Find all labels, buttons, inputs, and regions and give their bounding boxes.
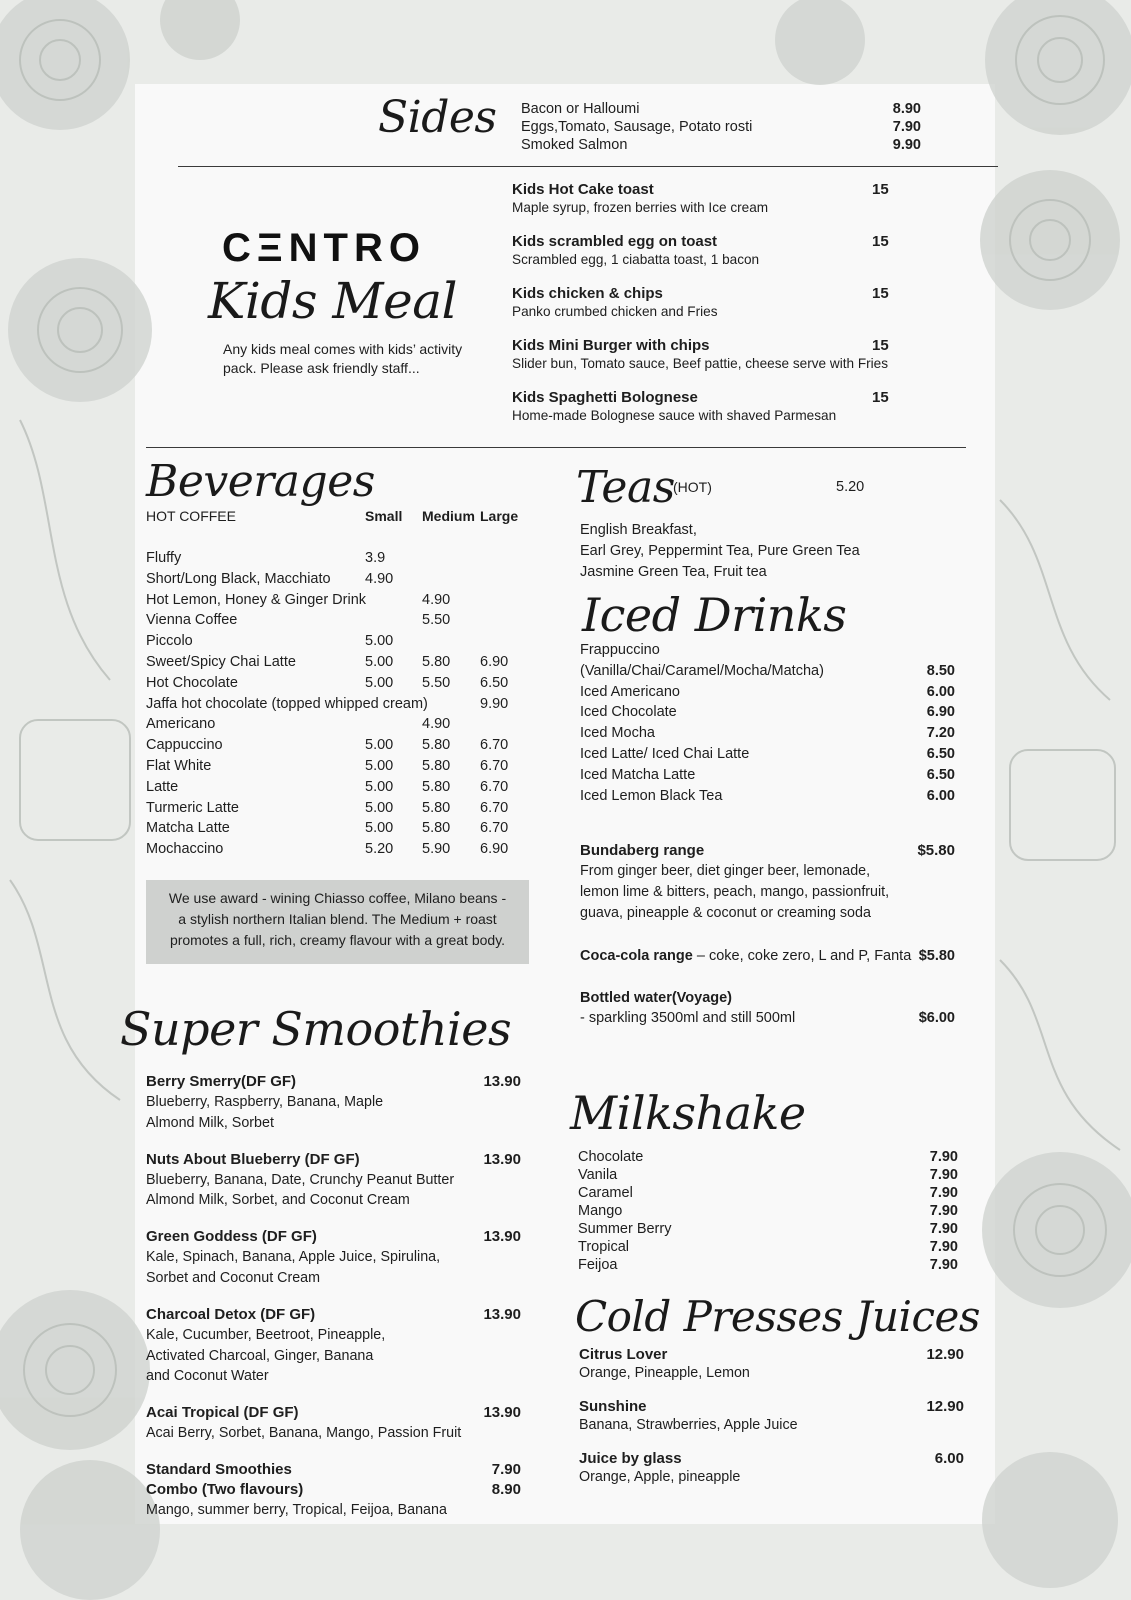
item-desc: [580, 861, 955, 923]
iced-row: [580, 744, 955, 765]
price-large: 6.70: [480, 737, 509, 754]
juice-item: [579, 1398, 964, 1434]
beverage-row: [146, 590, 526, 611]
iced-row: [580, 661, 955, 682]
kids-item: [512, 336, 902, 373]
item-desc: Sorbet and Coconut Cream: [146, 1269, 321, 1286]
price-large: 6.70: [480, 820, 509, 837]
item-desc: Slider bun, Tomato sauce, Beef pattie, cheese serve with Fries: [512, 356, 889, 371]
item-name: Iced Lemon Black Tea: [580, 787, 723, 804]
item-name: Feijoa: [578, 1257, 618, 1273]
kids-item-header: [512, 284, 902, 303]
juice-header: [579, 1450, 964, 1468]
item-desc: Kale, Spinach, Banana, Apple Juice, Spirulina,: [146, 1249, 441, 1266]
item-name: Vanila: [578, 1167, 618, 1183]
item-desc: Orange, Pineapple, Lemon: [579, 1365, 750, 1381]
juice-header: [579, 1346, 964, 1364]
milkshake-row: [578, 1148, 958, 1166]
item-name: Iced Latte/ Iced Chai Latte: [580, 745, 750, 762]
item-desc: Almond Milk, Sorbet, and Coconut Cream: [146, 1192, 410, 1209]
item-price: 6.00: [934, 1450, 964, 1467]
beverage-row: [146, 694, 526, 715]
item-price: 7.90: [929, 1203, 958, 1219]
item-name: Juice by glass: [579, 1450, 682, 1467]
smoothie-item: [146, 1150, 521, 1212]
item-name: Caramel: [578, 1185, 633, 1201]
smoothie-header: [146, 1305, 521, 1325]
item-name: Standard Smoothies: [146, 1460, 292, 1478]
price-small: 5.00: [365, 778, 394, 795]
price-medium: 5.50: [422, 612, 451, 629]
smoothie-header: [146, 1227, 521, 1247]
item-name: Kids chicken & chips: [512, 285, 663, 302]
juice-item: [579, 1346, 964, 1382]
item-price: 15: [872, 181, 889, 198]
sides-title: Sides: [378, 92, 497, 143]
teas-line: Jasmine Green Tea, Fruit tea: [580, 563, 767, 580]
item-price: 12.90: [926, 1346, 964, 1363]
item-name: Cappuccino: [146, 737, 223, 754]
item-name: Mango: [578, 1203, 623, 1219]
iced-drinks-title: Iced Drinks: [582, 588, 847, 642]
divider: [146, 447, 966, 448]
centro-logo: CΞNTRO: [222, 226, 426, 270]
item-desc: Home-made Bolognese sauce with shaved Parmesan: [512, 408, 837, 423]
beverage-row: [146, 818, 526, 839]
item-name: Sunshine: [579, 1398, 647, 1415]
item-desc: Banana, Strawberries, Apple Juice: [579, 1417, 798, 1433]
teas-desc: [580, 520, 920, 582]
beverage-row: [146, 756, 526, 777]
smoothie-header: [146, 1150, 521, 1170]
item-name: Bundaberg range: [580, 842, 705, 859]
desc-line: guava, pineapple & coconut or creaming soda: [580, 904, 871, 921]
hot-coffee-label: HOT COFFEE: [146, 508, 236, 524]
milkshake-row: [578, 1184, 958, 1202]
milkshake-row: [578, 1238, 958, 1256]
price-medium: 5.80: [422, 820, 451, 837]
item-desc: Orange, Apple, pineapple: [579, 1469, 741, 1485]
teas-hot-label: (HOT): [673, 479, 712, 495]
kids-item-header: [512, 388, 902, 407]
item-price: 7.90: [929, 1149, 958, 1165]
item-name: Iced Mocha: [580, 725, 655, 742]
note-line: promotes a full, rich, creamy flavour with a great body.: [169, 931, 506, 948]
item-name: Charcoal Detox (DF GF): [146, 1305, 316, 1323]
teas-line: English Breakfast,: [580, 522, 697, 538]
iced-item-name: Frappuccino: [580, 642, 660, 658]
note-line: We use award - wining Chiasso coffee, Milano beans -: [168, 890, 507, 906]
large-header: Large: [480, 508, 519, 524]
kids-item: [512, 388, 902, 425]
item-name: Flat White: [146, 757, 212, 774]
item-name: Iced Chocolate: [580, 704, 677, 721]
price-large: 6.90: [480, 653, 509, 670]
teas-price: 5.20: [836, 479, 865, 495]
milkshake-row: [578, 1202, 958, 1220]
item-price: 8.50: [926, 662, 955, 679]
desc-line: From ginger beer, diet ginger beer, lemonade,: [580, 863, 871, 879]
item-price: 13.90: [483, 1404, 521, 1422]
item-price: 15: [872, 233, 889, 250]
smoothie-header: [146, 1460, 521, 1480]
item-desc: and Coconut Water: [146, 1368, 269, 1385]
juice-item: [579, 1450, 964, 1486]
item-price: 6.50: [926, 766, 955, 783]
item-name: Nuts About Blueberry (DF GF): [146, 1150, 360, 1168]
beverage-row: [146, 631, 526, 652]
price-medium: 5.80: [422, 799, 451, 816]
price-small: 5.00: [365, 799, 394, 816]
price-medium: 5.80: [422, 757, 451, 774]
price-large: 6.70: [480, 778, 509, 795]
standard-smoothies: [146, 1460, 521, 1521]
divider: [178, 166, 998, 167]
price-large: 6.90: [480, 841, 509, 858]
item-name: Citrus Lover: [579, 1346, 668, 1363]
item-name: Kids Hot Cake toast: [512, 181, 654, 198]
item-name: Sweet/Spicy Chai Latte: [146, 653, 296, 670]
beverage-row: [146, 673, 526, 694]
milkshake-row: [578, 1256, 958, 1274]
item-name: Hot Lemon, Honey & Ginger Drink: [146, 591, 367, 608]
item-price: $5.80: [917, 842, 955, 859]
item-desc: - sparkling 3500ml and still 500ml: [580, 1010, 796, 1026]
item-name: Short/Long Black, Macchiato: [146, 570, 331, 587]
milkshake-title: Milkshake: [570, 1086, 806, 1140]
small-header: Small: [365, 508, 403, 524]
milkshake-row: [578, 1220, 958, 1238]
price-medium: 4.90: [422, 716, 451, 733]
price-medium: 5.50: [422, 674, 451, 691]
kids-meal-title: Kids Meal: [208, 272, 457, 330]
smoothie-header: [146, 1480, 521, 1500]
price-small: 5.00: [365, 633, 394, 650]
beverage-row: [146, 610, 526, 631]
item-name: Summer Berry: [578, 1221, 672, 1237]
teas-title: Teas: [576, 462, 675, 513]
price-medium: 5.80: [422, 653, 451, 670]
item-name: Vienna Coffee: [146, 612, 238, 629]
item-name: Iced Americano: [580, 683, 680, 700]
item-name: Jaffa hot chocolate (topped whipped cream): [146, 695, 428, 712]
item-price: 7.90: [491, 1460, 521, 1478]
price-small: 5.00: [365, 820, 394, 837]
item-desc: Acai Berry, Sorbet, Banana, Mango, Passion Fruit: [146, 1425, 462, 1442]
price-small: 4.90: [365, 570, 394, 587]
item-price: 6.00: [926, 683, 955, 700]
item-name: Kids Spaghetti Bolognese: [512, 389, 698, 406]
iced-list: [580, 640, 955, 806]
kids-list: [512, 180, 902, 440]
item-desc: Panko crumbed chicken and Fries: [512, 304, 718, 319]
item-desc: Scrambled egg, 1 ciabatta toast, 1 bacon: [512, 252, 760, 267]
beverage-row: [146, 548, 526, 569]
iced-row: [580, 765, 955, 786]
item-price: 6.90: [926, 704, 955, 721]
item-name: Green Goddess (DF GF): [146, 1228, 317, 1246]
item-name: Eggs,Tomato, Sausage, Potato rosti: [521, 119, 753, 135]
iced-row: [580, 702, 955, 723]
item-desc: Blueberry, Raspberry, Banana, Maple: [146, 1094, 384, 1110]
item-price: 15: [872, 285, 889, 302]
smoothie-header: [146, 1072, 521, 1092]
coca-cola-item: [580, 946, 955, 966]
item-name: Bacon or Halloumi: [521, 101, 640, 117]
price-medium: 5.80: [422, 737, 451, 754]
sides-row: [521, 100, 921, 118]
item-desc: Mango, summer berry, Tropical, Feijoa, Banana: [146, 1501, 447, 1518]
item-name: Kids scrambled egg on toast: [512, 233, 718, 250]
item-price: 7.90: [929, 1185, 958, 1201]
item-name: Bottled water(Voyage): [580, 990, 733, 1006]
item-price: 13.90: [483, 1228, 521, 1246]
kids-item-header: [512, 336, 902, 355]
item-price: 13.90: [483, 1305, 521, 1323]
smoothie-item: [146, 1227, 521, 1289]
price-medium: 5.90: [422, 841, 451, 858]
item-desc: Maple syrup, frozen berries with Ice cream: [512, 200, 769, 215]
sides-row: [521, 136, 921, 154]
item-price: 13.90: [483, 1150, 521, 1168]
item-price: 7.90: [929, 1257, 958, 1273]
item-name: (Vanilla/Chai/Caramel/Mocha/Matcha): [580, 662, 824, 679]
smoothies-list: [146, 1072, 521, 1537]
kids-note: Any kids meal comes with kids’ activity pack. Please ask friendly staff...: [223, 341, 463, 376]
item-price: 9.90: [892, 137, 921, 153]
beverage-row: [146, 652, 526, 673]
price-large: 9.90: [480, 695, 509, 712]
beverage-row: [146, 714, 526, 735]
item-price: 6.50: [926, 745, 955, 762]
price-large: 6.70: [480, 757, 509, 774]
item-price: 15: [872, 337, 889, 354]
smoothies-title: Super Smoothies: [120, 1002, 512, 1056]
kids-item-header: [512, 232, 902, 251]
item-price: 7.90: [929, 1239, 958, 1255]
medium-header: Medium: [422, 508, 475, 524]
price-medium: 5.80: [422, 778, 451, 795]
item-price: 7.90: [892, 119, 921, 135]
item-price: $5.80: [918, 948, 955, 964]
item-name: Piccolo: [146, 633, 193, 650]
price-large: 6.50: [480, 674, 509, 691]
juices-title: Cold Presses Juices: [575, 1292, 980, 1341]
juices-list: [579, 1346, 964, 1502]
bundaberg-item: [580, 841, 955, 923]
item-price: 7.20: [926, 725, 955, 742]
item-name: Berry Smerry(DF GF): [146, 1073, 297, 1090]
kids-item: [512, 232, 902, 269]
smoothie-item: [146, 1305, 521, 1387]
price-small: 5.00: [365, 653, 394, 670]
smoothie-item: [146, 1403, 521, 1444]
item-name: Tropical: [578, 1239, 630, 1255]
water-item: [580, 988, 955, 1029]
item-name: Hot Chocolate: [146, 674, 238, 691]
item-price: $6.00: [918, 1010, 955, 1026]
sides-list: [521, 100, 921, 154]
item-name: Mochaccino: [146, 841, 224, 858]
desc-line: lemon lime & bitters, peach, mango, passionfruit,: [580, 883, 890, 900]
iced-row: [580, 682, 955, 703]
price-medium: 4.90: [422, 591, 451, 608]
price-small: 5.00: [365, 674, 394, 691]
iced-row: [580, 786, 955, 807]
smoothie-header: [146, 1403, 521, 1423]
item-price: 7.90: [929, 1167, 958, 1183]
item-desc: Kale, Cucumber, Beetroot, Pineapple,: [146, 1326, 386, 1343]
item-price: 8.90: [892, 101, 921, 117]
beverage-row: [146, 798, 526, 819]
item-name: Kids Mini Burger with chips: [512, 337, 710, 354]
item-name: Turmeric Latte: [146, 799, 239, 816]
item-desc: Activated Charcoal, Ginger, Banana: [146, 1347, 374, 1364]
item-name: Americano: [146, 716, 216, 733]
milkshake-list: [578, 1148, 958, 1274]
price-small: 5.00: [365, 737, 394, 754]
price-large: 6.70: [480, 799, 509, 816]
note-line: a stylish northern Italian blend. The Medium + roast: [178, 910, 497, 927]
item-name: Chocolate: [578, 1149, 644, 1165]
item-name: Iced Matcha Latte: [580, 766, 696, 783]
beverages-title: Beverages: [146, 456, 375, 507]
coffee-note: [146, 880, 529, 964]
item-name: Coca-cola range: [580, 948, 693, 964]
smoothie-item: [146, 1072, 521, 1134]
beverage-row: [146, 839, 526, 860]
item-price: 15: [872, 389, 889, 406]
price-small: 3.9: [365, 550, 386, 566]
item-price: 7.90: [929, 1221, 958, 1237]
juice-header: [579, 1398, 964, 1416]
item-name: Combo (Two flavours): [146, 1480, 304, 1498]
item-name: Fluffy: [146, 550, 182, 566]
price-small: 5.20: [365, 841, 394, 858]
beverages-table: [146, 548, 526, 860]
item-price: 8.90: [491, 1480, 521, 1498]
item-price: 6.00: [926, 787, 955, 804]
kids-item-header: [512, 180, 902, 199]
beverage-row: [146, 569, 526, 590]
kids-item: [512, 284, 902, 321]
iced-row: [580, 723, 955, 744]
sides-row: [521, 118, 921, 136]
item-name: Latte: [146, 778, 179, 795]
teas-line: Earl Grey, Peppermint Tea, Pure Green Tea: [580, 542, 860, 559]
beverage-row: [146, 777, 526, 798]
price-small: 5.00: [365, 757, 394, 774]
item-name: Acai Tropical (DF GF): [146, 1404, 299, 1422]
milkshake-row: [578, 1166, 958, 1184]
kids-item: [512, 180, 902, 217]
item-price: 12.90: [926, 1398, 964, 1415]
item-desc: – coke, coke zero, L and P, Fanta: [692, 948, 912, 964]
item-desc: Almond Milk, Sorbet: [146, 1114, 274, 1131]
item-name: Smoked Salmon: [521, 137, 628, 153]
item-name: Matcha Latte: [146, 820, 230, 837]
beverage-row: [146, 735, 526, 756]
item-desc: Blueberry, Banana, Date, Crunchy Peanut Butter: [146, 1171, 455, 1188]
item-price: 13.90: [483, 1073, 521, 1090]
